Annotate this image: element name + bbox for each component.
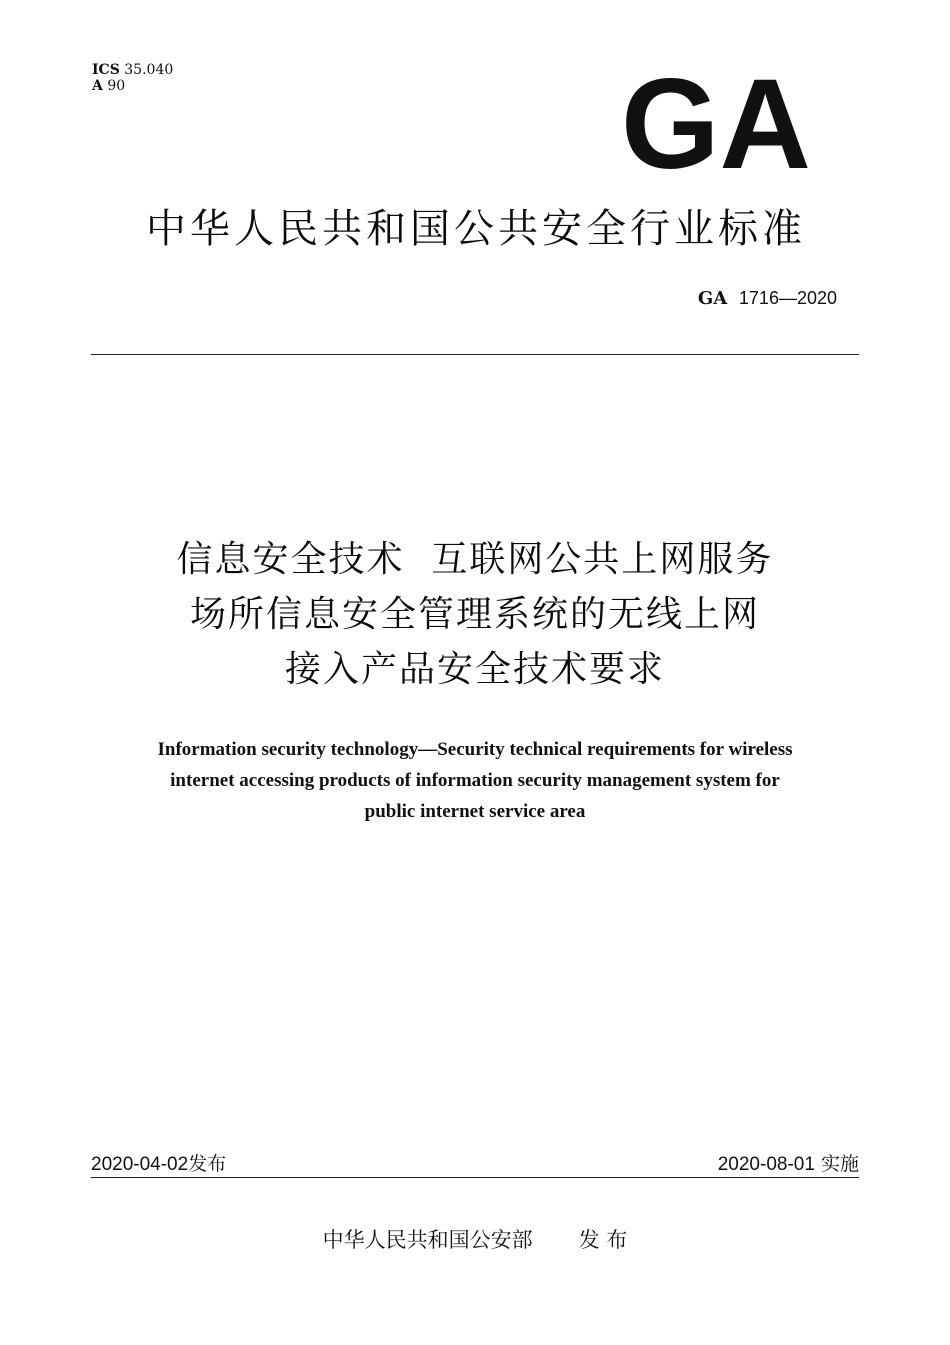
ga-logo — [618, 72, 814, 172]
english-title — [60, 734, 890, 827]
ccs-code: 90 — [107, 78, 126, 94]
issue-date: 2020-04-02 — [91, 1154, 189, 1175]
ics-row — [92, 62, 173, 78]
standard-code: 1716—2020 — [738, 288, 837, 308]
ga-logo-text: GA — [621, 72, 811, 172]
industry-standard-heading: 中华人民共和国公共安全行业标准 — [146, 206, 806, 252]
chinese-title — [60, 532, 890, 697]
chinese-title-line-2: 场所信息安全管理系统的无线上网 — [189, 594, 760, 635]
issuer-line — [0, 1224, 950, 1254]
header-divider — [91, 354, 859, 355]
issue-label: 发布 — [188, 1153, 227, 1175]
issuer-name: 中华人民共和国公安部 — [322, 1228, 533, 1252]
issue-date-block — [91, 1149, 226, 1176]
issuer-action: 发 布 — [578, 1228, 628, 1252]
chinese-title-line-1: 信息安全技术 互联网公共上网服务 — [176, 539, 774, 580]
ics-code: 35.040 — [124, 62, 174, 78]
implement-date: 2020-08-01 — [717, 1154, 815, 1175]
standard-prefix: GA — [697, 288, 728, 309]
classification-codes — [92, 62, 173, 94]
implement-label: 实施 — [820, 1153, 859, 1175]
english-title-line-1: Information security technology—Security technical requirements for wireless — [157, 739, 793, 760]
english-title-line-3: public internet service area — [364, 801, 586, 822]
footer-divider — [91, 1177, 859, 1178]
implement-date-block — [718, 1149, 859, 1176]
ics-label: ICS — [92, 62, 120, 78]
ccs-label: A — [92, 78, 103, 94]
english-title-line-2: internet accessing products of information security management system for — [170, 770, 780, 791]
standard-number — [698, 288, 837, 309]
ccs-row — [92, 78, 173, 94]
chinese-title-line-3: 接入产品安全技术要求 — [284, 649, 665, 690]
